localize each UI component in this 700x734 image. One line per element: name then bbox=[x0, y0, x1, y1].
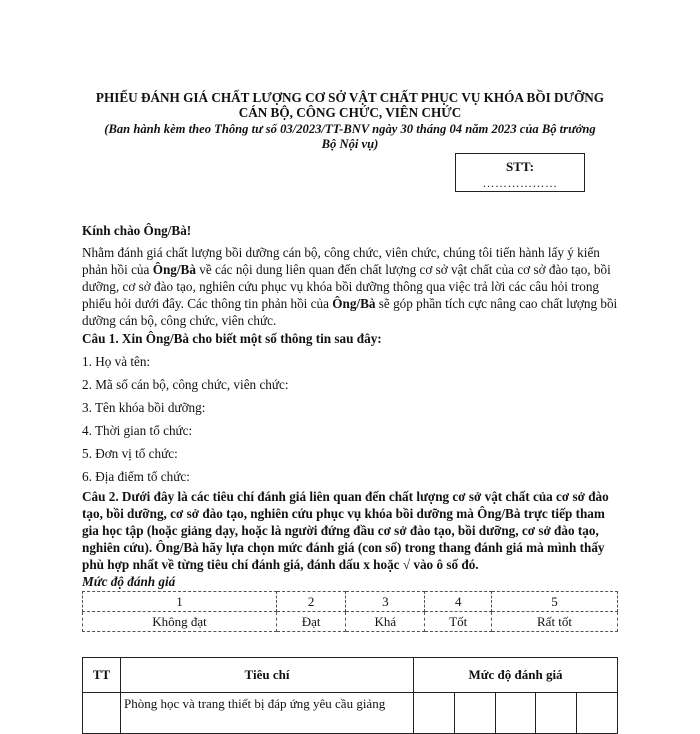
rating-cell[interactable] bbox=[577, 693, 618, 734]
question-1-heading: Câu 1. Xin Ông/Bà cho biết một số thông tin sau đây: bbox=[82, 331, 382, 346]
scale-label-text: Không đạt bbox=[83, 612, 277, 632]
header-rating: Mức độ đánh giá bbox=[414, 658, 618, 693]
form-title-line2: CÁN BỘ, CÔNG CHỨC, VIÊN CHỨC bbox=[238, 105, 462, 120]
field-location[interactable]: 6. Địa điểm tổ chức: bbox=[82, 469, 190, 484]
row-tt bbox=[83, 693, 121, 734]
field-course-name[interactable]: 3. Tên khóa bồi dưỡng: bbox=[82, 400, 206, 415]
intro-emphasis-2: Ông/Bà bbox=[332, 296, 376, 311]
field-organizer[interactable]: 5. Đơn vị tổ chức: bbox=[82, 446, 178, 461]
scale-labels-row bbox=[83, 612, 618, 632]
scale-number: 4 bbox=[425, 592, 492, 612]
form-title-line1: PHIẾU ĐÁNH GIÁ CHẤT LƯỢNG CƠ SỞ VẬT CHẤT PHỤC VỤ KHÓA BỒI DƯỠNG bbox=[95, 90, 605, 105]
scale-numbers-row bbox=[83, 592, 618, 612]
scale-number: 2 bbox=[277, 592, 346, 612]
greeting: Kính chào Ông/Bà! bbox=[82, 223, 192, 238]
rating-cell[interactable] bbox=[536, 693, 577, 734]
intro-paragraph bbox=[82, 244, 622, 329]
question-2-text: Câu 2. Dưới đây là các tiêu chí đánh giá liên quan đến chất lượng cơ sở vật chất của cơ sở đào tạo, bồi dưỡng, cơ sở đào tạo, nghiên cứu phục vụ khóa bồi dưỡng mà Ông/Bà trực tiếp tham gia học tập (hoặc giảng dạy, hoặc là người đứng đầu cơ sở đào tạo, bồi dưỡng, cơ sở đào tạo, nghiên cứu). Ông/Bà hãy lựa chọn mức đánh giá (con số) trong thang đánh giá mà mình thấy phù hợp nhất về từng tiêu chí đánh giá, đánh dấu x hoặc √ vào ô số đó. bbox=[82, 489, 609, 572]
stt-label: STT: bbox=[506, 159, 534, 174]
form-subtitle-line2: Bộ Nội vụ) bbox=[321, 137, 379, 151]
intro-text-3: sẽ góp phần tích cực nâng cao chất lượng bồi dưỡng cán bộ, công chức, viên chức. bbox=[82, 296, 618, 328]
intro-emphasis-1: Ông/Bà bbox=[152, 262, 196, 277]
scale-label-text: Rất tốt bbox=[492, 612, 618, 632]
scale-label: Mức độ đánh giá bbox=[82, 574, 176, 589]
stt-dots: ……………… bbox=[482, 176, 558, 190]
header-tt: TT bbox=[83, 658, 121, 693]
form-subtitle-line1: (Ban hành kèm theo Thông tư số 03/2023/TT-BNV ngày 30 tháng 04 năm 2023 của Bộ trưởng bbox=[104, 122, 596, 136]
scale-number: 5 bbox=[492, 592, 618, 612]
row-criteria-text: Phòng học và trang thiết bị đáp ứng yêu cầu giảng bbox=[121, 693, 414, 734]
scale-label-text: Khá bbox=[346, 612, 425, 632]
stt-box[interactable] bbox=[455, 153, 585, 192]
rating-scale-table bbox=[82, 591, 618, 632]
field-time[interactable]: 4. Thời gian tổ chức: bbox=[82, 423, 193, 438]
scale-number: 1 bbox=[83, 592, 277, 612]
criteria-table bbox=[82, 657, 618, 734]
field-employee-code[interactable]: 2. Mã số cán bộ, công chức, viên chức: bbox=[82, 377, 289, 392]
rating-cell[interactable] bbox=[495, 693, 536, 734]
intro-text-2: về các nội dung liên quan đến chất lượng cơ sở vật chất của cơ sở đào tạo, bồi dưỡng, cơ sở đào tạo, nghiên cứu phục vụ khóa bồi dưỡng thông qua việc trả lời các câu hỏi trong phiếu hỏi dưới đây. Các thông tin phản hồi của bbox=[82, 262, 611, 311]
scale-label-text: Đạt bbox=[277, 612, 346, 632]
intro-text-1: Nhằm đánh giá chất lượng bồi dưỡng cán bộ, công chức, viên chức, chúng tôi tiến hành lấy ý kiến phản hồi của bbox=[82, 245, 600, 277]
scale-number: 3 bbox=[346, 592, 425, 612]
rating-cell[interactable] bbox=[454, 693, 495, 734]
criteria-header-row bbox=[83, 658, 618, 693]
rating-cell[interactable] bbox=[414, 693, 455, 734]
criteria-row bbox=[83, 693, 618, 734]
header-criteria: Tiêu chí bbox=[121, 658, 414, 693]
field-full-name[interactable]: 1. Họ và tên: bbox=[82, 354, 151, 369]
scale-label-text: Tốt bbox=[425, 612, 492, 632]
